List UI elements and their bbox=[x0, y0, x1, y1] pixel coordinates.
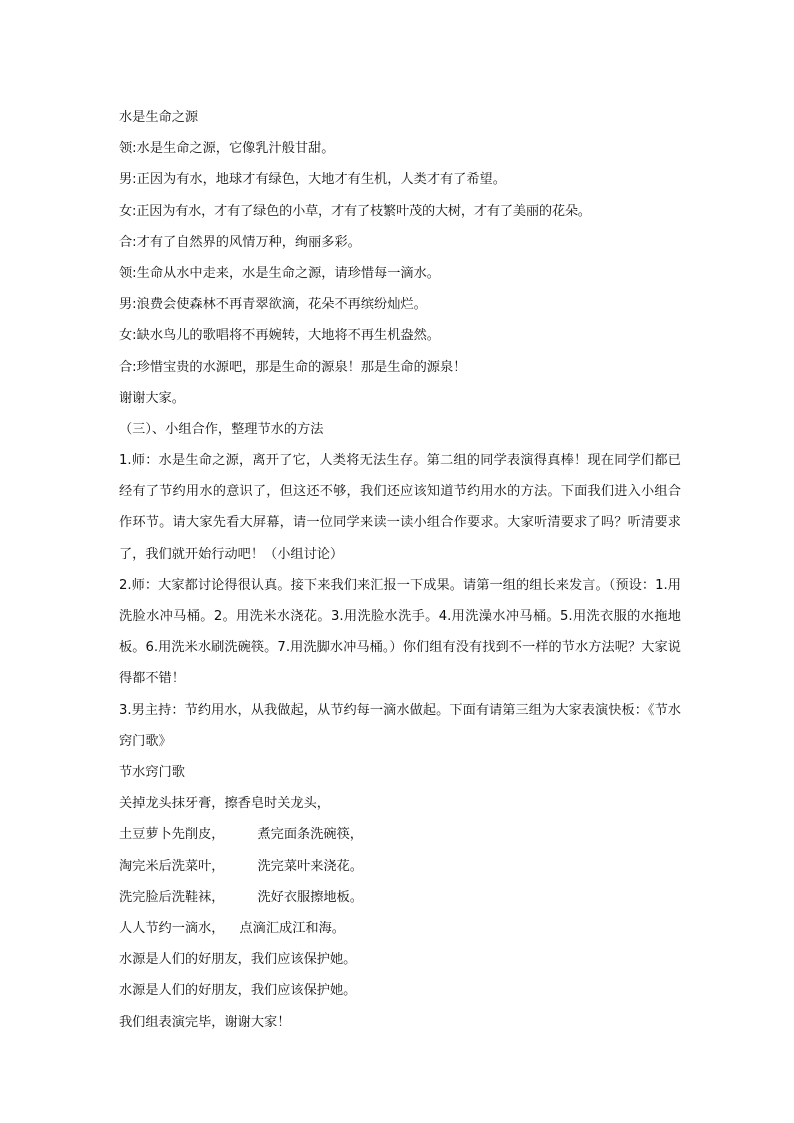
recitation-line: 男:正因为有水，地球才有绿色，大地才有生机，人类才有了希望。 bbox=[119, 172, 506, 188]
song-line: 关掉龙头抹牙膏，擦香皂时关龙头， bbox=[119, 796, 330, 812]
song-couplet-first: 淘完米后洗菜叶， bbox=[119, 858, 225, 874]
paragraph-host-3: 3.男主持：节约用水，从我做起，从节约每一滴水做起。下面有请第三组为大家表演快板：《节水窍门歌》 bbox=[119, 702, 681, 749]
document-title: 水是生命之源 bbox=[119, 110, 199, 125]
recitation-line: 男:浪费会使森林不再青翠欲滴，花朵不再缤纷灿烂。 bbox=[119, 297, 427, 313]
recitation-block bbox=[119, 133, 681, 414]
recitation-line: 女:缺水鸟儿的歌唱将不再婉转，大地将不再生机盎然。 bbox=[119, 328, 440, 344]
closing-line: 我们组表演完毕，谢谢大家！ bbox=[119, 1014, 291, 1030]
song-couplet-first: 洗完脸后洗鞋袜， bbox=[119, 889, 225, 905]
paragraph-teacher-2: 2.师：大家都讨论得很认真。接下来我们来汇报一下成果。请第一组的组长来发言。（预设：1.用洗脸水冲马桶。2。用洗米水浇花。3.用洗脸水洗手。4.用洗澡水冲马桶。5.用洗衣服的水拖地板。6.用洗米水刷洗碗筷。7.用洗脚水冲马桶。）你们组有没有找到不一样的节水方法呢？大家说得都不错！ bbox=[119, 577, 681, 687]
recitation-line: 女:正因为有水，才有了绿色的小草，才有了枝繁叶茂的大树，才有了美丽的花朵。 bbox=[119, 203, 591, 219]
song-couplet-second: 洗好衣服擦地板。 bbox=[257, 889, 363, 905]
song-couplet-second: 点滴汇成江和海。 bbox=[239, 921, 345, 937]
song-refrain: 水源是人们的好朋友，我们应该保护她。 bbox=[119, 983, 357, 999]
song-title: 节水窍门歌 bbox=[119, 765, 185, 781]
song-couplet-first: 人人节约一滴水， bbox=[119, 921, 225, 937]
section-heading: （三）、小组合作，整理节水的方法 bbox=[119, 421, 324, 437]
recitation-line: 领:生命从水中走来，水是生命之源，请珍惜每一滴水。 bbox=[119, 265, 440, 281]
document-body bbox=[119, 102, 681, 1038]
song-refrain: 水源是人们的好朋友，我们应该保护她。 bbox=[119, 952, 357, 968]
song-couplet bbox=[119, 819, 681, 850]
paragraph-teacher-1: 1.师：水是生命之源，离开了它，人类将无法生存。第二组的同学表演得真棒！现在同学们都已经有了节约用水的意识了，但这还不够，我们还应该知道节约用水的方法。下面我们进入小组合作环节。请大家先看大屏幕，请一位同学来读一读小组合作要求。大家听清要求了吗？听清要求了，我们就开始行动吧！（小组讨论） bbox=[119, 453, 681, 562]
recitation-line: 合:才有了自然界的风情万种，绚丽多彩。 bbox=[119, 234, 361, 250]
recitation-line: 领:水是生命之源，它像乳汁般甘甜。 bbox=[119, 141, 335, 157]
recitation-line: 谢谢大家。 bbox=[119, 390, 185, 406]
recitation-line: 合:珍惜宝贵的水源吧，那是生命的源泉！那是生命的源泉！ bbox=[119, 359, 467, 375]
song-couplet-second: 洗完菜叶来浇花。 bbox=[257, 858, 363, 874]
song-couplet bbox=[119, 851, 681, 882]
song-couplet bbox=[119, 882, 681, 913]
song-couplet-first: 土豆萝卜先削皮， bbox=[119, 827, 225, 843]
song-couplet-second: 煮完面条洗碗筷， bbox=[257, 827, 363, 843]
song-couplet bbox=[119, 913, 681, 944]
